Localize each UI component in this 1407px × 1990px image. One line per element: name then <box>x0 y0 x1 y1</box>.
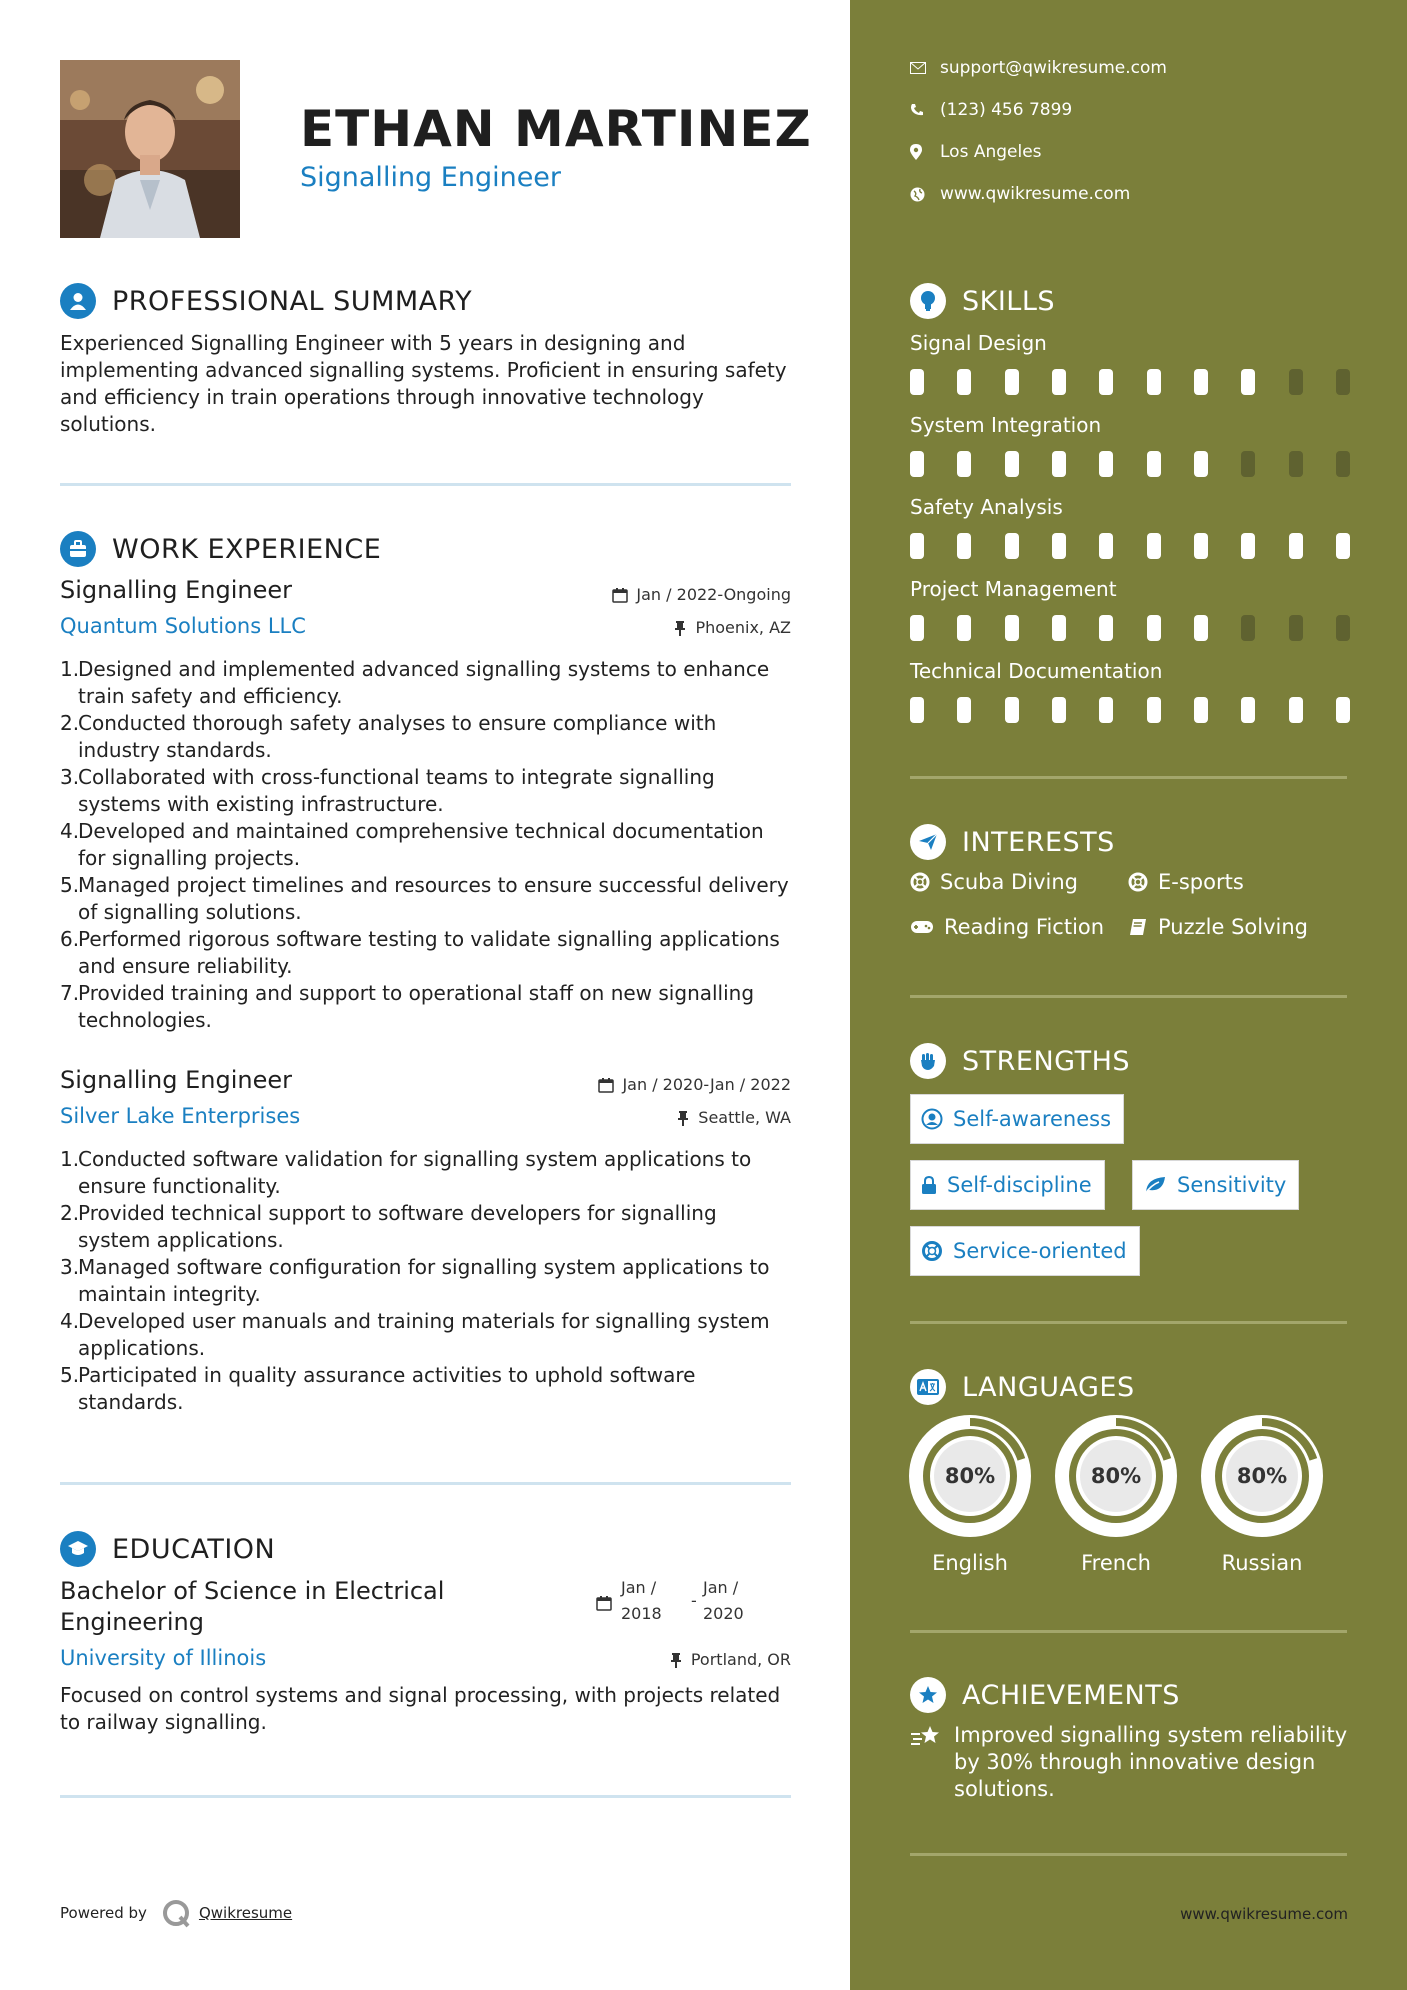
interest-item <box>910 915 1104 939</box>
calendar-icon <box>612 587 628 603</box>
life-ring-icon <box>910 872 930 892</box>
skill-segment <box>1194 533 1208 559</box>
skill-segment <box>1336 697 1350 723</box>
skill-segment <box>957 615 971 641</box>
strength-label: Self-awareness <box>953 1107 1112 1131</box>
skill-rating <box>910 369 1350 395</box>
lightbulb-icon <box>910 283 946 319</box>
education-location <box>669 1650 791 1669</box>
skill-segment <box>1289 533 1303 559</box>
skill-segment <box>1289 369 1303 395</box>
job-1-dates <box>612 585 791 604</box>
skill-label: System Integration <box>910 413 1102 437</box>
section-divider <box>60 1795 791 1798</box>
skill-segment <box>1005 369 1019 395</box>
footer-website[interactable]: www.qwikresume.com <box>1180 1905 1348 1923</box>
list-item: 5. Managed project timelines and resources to ensure successful delivery of signalling solutions. <box>60 873 789 924</box>
shooting-star-icon <box>910 1724 942 1750</box>
education-text: Focused on control systems and signal processing, with projects related to railway signalling. <box>60 1683 781 1734</box>
language-item <box>1200 1414 1324 1584</box>
strength-label: Sensitivity <box>1177 1173 1287 1197</box>
edu-start-month: Jan / <box>621 1578 657 1597</box>
interest-item <box>1128 870 1244 894</box>
envelope-icon <box>910 62 926 74</box>
skill-label: Technical Documentation <box>910 659 1163 683</box>
list-item: 5. Participated in quality assurance activities to uphold software standards. <box>60 1363 696 1414</box>
section-divider <box>910 1853 1347 1856</box>
job-2-company: Silver Lake Enterprises <box>60 1104 301 1128</box>
section-divider <box>60 483 791 486</box>
interest-label: Scuba Diving <box>940 870 1078 894</box>
contact-location <box>910 142 1042 162</box>
skill-segment <box>1005 451 1019 477</box>
contact-website-text: www.qwikresume.com <box>940 184 1131 204</box>
list-item: 1. Conducted software validation for signalling system applications to ensure functionality. <box>60 1147 752 1198</box>
interest-label: Puzzle Solving <box>1158 915 1308 939</box>
skill-segment <box>957 533 971 559</box>
language-label: French <box>1081 1551 1151 1575</box>
user-icon <box>60 283 96 319</box>
skill-segment <box>1194 697 1208 723</box>
skill-segment <box>957 697 971 723</box>
skill-segment <box>1336 451 1350 477</box>
calendar-icon <box>596 1595 612 1611</box>
skill-segment <box>1099 697 1113 723</box>
contact-email <box>910 58 1167 78</box>
job-2-location-text: Seattle, WA <box>698 1108 791 1127</box>
skill-segment <box>1052 369 1066 395</box>
leaf-icon <box>1143 1175 1167 1195</box>
star-badge-icon <box>910 1677 946 1713</box>
language-label: English <box>932 1551 1008 1575</box>
summary-title: PROFESSIONAL SUMMARY <box>112 285 473 317</box>
section-divider <box>910 1321 1347 1324</box>
skill-segment <box>1241 451 1255 477</box>
summary-text: Experienced Signalling Engineer with 5 years in designing and implementing advanced signalling systems. Proficient in ensuring safety and efficiency in train operations through innovative technology solutions. <box>60 331 787 436</box>
list-item: 2. Conducted thorough safety analyses to ensure compliance with industry standards. <box>60 711 717 762</box>
paper-plane-icon <box>910 824 946 860</box>
skill-label: Signal Design <box>910 331 1047 355</box>
list-item: 4. Developed user manuals and training materials for signalling system applications. <box>60 1309 770 1360</box>
strengths-title: STRENGTHS <box>962 1045 1131 1077</box>
powered-by-label: Powered by <box>60 1904 147 1922</box>
skill-segment <box>1099 369 1113 395</box>
education-heading <box>60 1531 275 1567</box>
interest-item <box>910 870 1078 894</box>
skill-segment <box>910 369 924 395</box>
edu-start-year: 2018 <box>621 1604 662 1623</box>
strength-label: Service-oriented <box>953 1239 1127 1263</box>
achievement-text: Improved signalling system reliability by 30% through innovative design solutions. <box>954 1723 1348 1801</box>
skill-segment <box>1147 451 1161 477</box>
skill-label: Safety Analysis <box>910 495 1063 519</box>
job-1-title: Signalling Engineer <box>60 576 293 604</box>
strength-label: Self-discipline <box>947 1173 1092 1197</box>
skill-segment <box>1005 615 1019 641</box>
achievements-heading <box>910 1677 1180 1713</box>
language-label: Russian <box>1221 1551 1303 1575</box>
skill-segment <box>1194 615 1208 641</box>
education-location-text: Portland, OR <box>690 1650 791 1669</box>
contact-location-text: Los Angeles <box>940 142 1042 162</box>
job-2-bullets <box>60 1146 791 1416</box>
job-2-title: Signalling Engineer <box>60 1066 293 1094</box>
list-item: 1. Designed and implemented advanced signalling systems to enhance train safety and efficiency. <box>60 657 770 708</box>
contact-phone-text: (123) 456 7899 <box>940 100 1073 120</box>
skill-segment <box>1052 697 1066 723</box>
skill-segment <box>1241 615 1255 641</box>
graduation-icon <box>60 1531 96 1567</box>
skill-segment <box>1336 533 1350 559</box>
skill-rating <box>910 533 1350 559</box>
skill-segment <box>957 451 971 477</box>
pushpin-icon <box>673 620 687 636</box>
list-item: 7. Provided training and support to operational staff on new signalling technologies. <box>60 981 755 1032</box>
list-item: 6. Performed rigorous software testing to validate signalling applications and ensure reliability. <box>60 927 780 978</box>
skill-rating <box>910 615 1350 641</box>
skill-segment <box>1289 615 1303 641</box>
skill-segment <box>1147 533 1161 559</box>
strength-tag <box>910 1226 1140 1276</box>
candidate-title: Signalling Engineer <box>300 162 562 193</box>
skill-segment <box>1336 369 1350 395</box>
interest-label: E-sports <box>1158 870 1244 894</box>
list-item: 2. Provided technical support to software developers for signalling system applications. <box>60 1201 717 1252</box>
skill-segment <box>1052 615 1066 641</box>
strengths-heading <box>910 1043 1130 1079</box>
skill-segment <box>1241 369 1255 395</box>
job-2-dates <box>598 1075 791 1094</box>
language-item <box>908 1414 1032 1584</box>
translate-icon <box>910 1369 946 1405</box>
languages-heading <box>910 1369 1135 1405</box>
interests-heading <box>910 824 1115 860</box>
skill-segment <box>1052 533 1066 559</box>
contact-phone <box>910 100 1072 120</box>
edu-date-separator: - <box>691 1591 697 1610</box>
interest-label: Reading Fiction <box>944 915 1105 939</box>
skill-segment <box>1194 451 1208 477</box>
edu-end-year: 2020 <box>703 1604 744 1623</box>
skill-segment <box>1147 697 1161 723</box>
globe-icon <box>910 187 925 202</box>
gamepad-icon <box>910 919 934 935</box>
job-2-location <box>676 1108 791 1127</box>
fist-icon <box>910 1043 946 1079</box>
interest-item <box>1128 915 1308 939</box>
language-percent: 80% <box>944 1464 996 1488</box>
section-divider <box>60 1482 791 1485</box>
skill-segment <box>957 369 971 395</box>
skill-segment <box>1194 369 1208 395</box>
skill-segment <box>1099 615 1113 641</box>
education-title: EDUCATION <box>112 1533 276 1565</box>
achievements-title: ACHIEVEMENTS <box>962 1679 1180 1711</box>
candidate-name: ETHAN MARTINEZ <box>300 100 812 158</box>
sidebar <box>850 0 1407 1990</box>
summary-heading <box>60 283 472 319</box>
job-1-bullets <box>60 656 791 1034</box>
language-item <box>1054 1414 1178 1584</box>
phone-icon <box>910 103 924 117</box>
work-title: WORK EXPERIENCE <box>112 533 382 565</box>
skill-segment <box>1241 697 1255 723</box>
language-percent: 80% <box>1090 1464 1142 1488</box>
map-marker-icon <box>910 144 922 160</box>
skills-heading <box>910 283 1055 319</box>
skill-segment <box>910 533 924 559</box>
skill-segment <box>1005 533 1019 559</box>
section-divider <box>910 776 1347 779</box>
list-item: 4. Developed and maintained comprehensive technical documentation for signalling projects. <box>60 819 764 870</box>
life-ring-icon <box>921 1240 943 1262</box>
skill-label: Project Management <box>910 577 1117 601</box>
skill-segment <box>1052 451 1066 477</box>
job-1-location <box>673 618 791 637</box>
skill-segment <box>1005 697 1019 723</box>
briefcase-icon <box>60 531 96 567</box>
language-percent: 80% <box>1236 1464 1288 1488</box>
job-1-company: Quantum Solutions LLC <box>60 614 306 638</box>
job-1-location-text: Phoenix, AZ <box>695 618 791 637</box>
life-ring-icon <box>1128 872 1148 892</box>
calendar-icon <box>598 1077 614 1093</box>
strength-tag <box>910 1160 1105 1210</box>
strength-tag <box>1132 1160 1299 1210</box>
qwikresume-link[interactable]: Qwikresume <box>198 1904 293 1922</box>
powered-by <box>60 1898 292 1928</box>
skill-segment <box>1147 369 1161 395</box>
achievement-item <box>910 1722 1370 1803</box>
skill-segment <box>1147 615 1161 641</box>
skill-rating <box>910 451 1350 477</box>
skill-segment <box>1099 451 1113 477</box>
qwikresume-logo-icon <box>161 1898 191 1928</box>
strength-tag <box>910 1094 1124 1144</box>
section-divider <box>910 1630 1347 1633</box>
job-1-dates-text: Jan / 2022-Ongoing <box>636 585 791 604</box>
skill-rating <box>910 697 1350 723</box>
skill-segment <box>910 697 924 723</box>
work-heading <box>60 531 381 567</box>
user-circle-icon <box>921 1108 943 1130</box>
skills-title: SKILLS <box>962 285 1056 317</box>
edu-end-month: Jan / <box>703 1578 739 1597</box>
skill-segment <box>1289 697 1303 723</box>
languages-title: LANGUAGES <box>962 1371 1135 1403</box>
skill-segment <box>910 451 924 477</box>
skill-segment <box>1099 533 1113 559</box>
contact-website <box>910 184 1130 204</box>
profile-photo <box>60 60 240 238</box>
skill-segment <box>1336 615 1350 641</box>
book-icon <box>1128 917 1148 937</box>
pushpin-icon <box>669 1652 683 1668</box>
list-item: 3. Managed software configuration for signalling system applications to maintain integrity. <box>60 1255 770 1306</box>
skill-segment <box>1241 533 1255 559</box>
skill-segment <box>910 615 924 641</box>
pushpin-icon <box>676 1110 690 1126</box>
contact-email-text: support@qwikresume.com <box>940 58 1167 78</box>
section-divider <box>910 995 1347 998</box>
degree-title: Bachelor of Science in Electrical Engineering <box>60 1577 445 1636</box>
lock-icon <box>921 1175 937 1195</box>
education-dates <box>621 1575 773 1627</box>
interests-title: INTERESTS <box>962 826 1115 858</box>
skill-segment <box>1289 451 1303 477</box>
job-2-dates-text: Jan / 2020-Jan / 2022 <box>622 1075 791 1094</box>
list-item: 3. Collaborated with cross-functional teams to integrate signalling systems with existing infrastructure. <box>60 765 715 816</box>
school-name: University of Illinois <box>60 1646 267 1670</box>
